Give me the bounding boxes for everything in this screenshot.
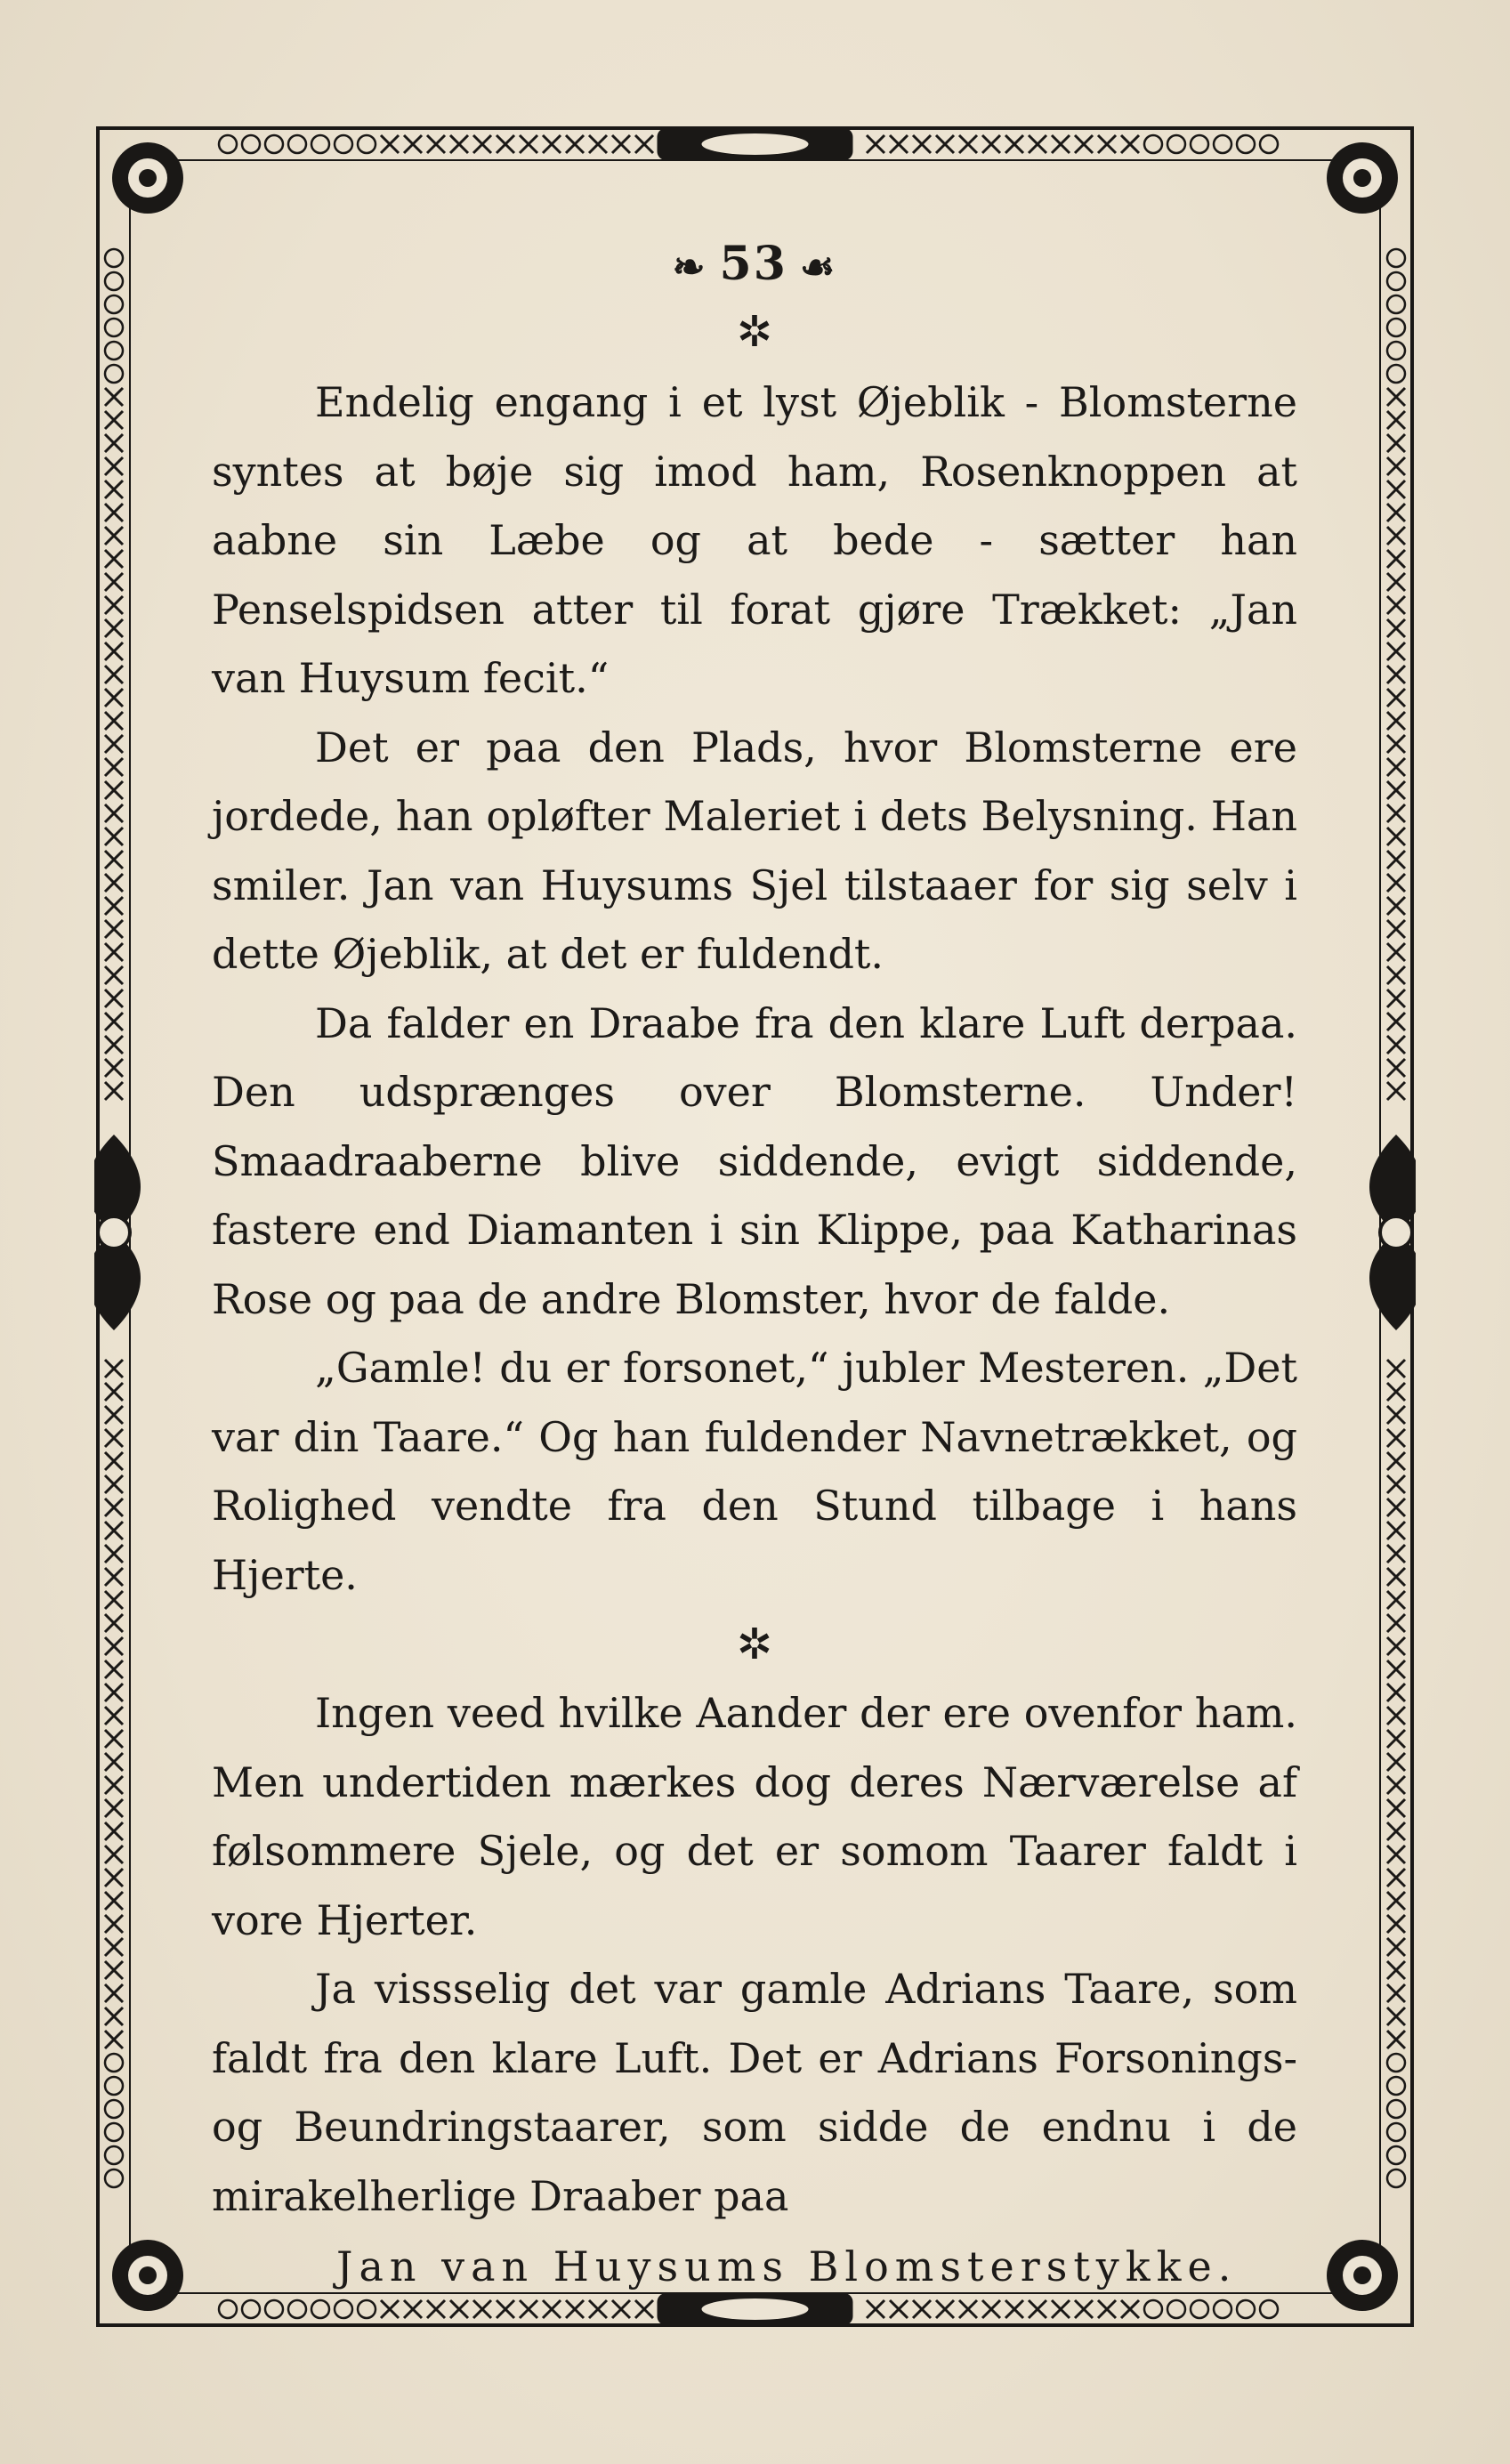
border-right-x <box>1387 1013 1405 1030</box>
border-right-loop <box>1387 295 1405 313</box>
border-top-loop <box>358 135 375 153</box>
border-bottom-x <box>473 2300 491 2318</box>
border-bottom-x <box>1075 2300 1093 2318</box>
border-left-x <box>105 573 123 591</box>
border-left-x <box>105 1475 123 1493</box>
border-right-x <box>1387 689 1405 707</box>
border-left-x <box>105 504 123 521</box>
border-right-x <box>1387 828 1405 845</box>
border-left-loop <box>105 365 123 383</box>
border-left-loop <box>105 272 123 290</box>
border-left-x <box>105 1869 123 1886</box>
border-left-x <box>105 990 123 1007</box>
border-top-loop <box>1260 135 1278 153</box>
border-top-x <box>520 135 537 153</box>
border-left-x <box>105 1545 123 1563</box>
border-left-x <box>105 1799 123 1817</box>
border-right-loop <box>1387 319 1405 336</box>
border-left-x <box>105 1776 123 1794</box>
border-bottom-x <box>381 2300 399 2318</box>
border-left-x <box>105 619 123 637</box>
border-right-x <box>1387 1753 1405 1771</box>
border-bottom-x <box>890 2300 908 2318</box>
paragraph-5: Ingen veed hvilke Aander der ere ovenfor ham. Men undertiden mærkes dog deres Nærværelse af følsommere Sjele, og det er somom Taarer faldt i vore Hjerter. <box>212 1689 1297 1944</box>
border-left-x <box>105 642 123 660</box>
border-right-x <box>1387 573 1405 591</box>
border-top-loop <box>265 135 283 153</box>
border-top-loop <box>1167 135 1185 153</box>
border-top-loop <box>219 135 237 153</box>
section-separator-top: ✲ <box>736 307 773 357</box>
border-right-loop <box>1387 2169 1405 2187</box>
border-top-x <box>913 135 931 153</box>
border-left-x <box>105 804 123 822</box>
border-right-x <box>1387 804 1405 822</box>
border-top-x <box>936 135 954 153</box>
border-right-x <box>1387 1522 1405 1539</box>
border-right-x <box>1387 457 1405 475</box>
border-right-x <box>1387 1822 1405 1840</box>
border-right-x <box>1387 990 1405 1007</box>
border-right-x <box>1387 550 1405 568</box>
border-left-x <box>105 781 123 799</box>
border-right-loop <box>1387 249 1405 267</box>
border-bottom-x <box>404 2300 422 2318</box>
border-left-x <box>105 2008 123 2025</box>
border-bottom-loop <box>1191 2300 1208 2318</box>
border-corner-bottom-right-dot <box>1353 2266 1371 2284</box>
border-top-x <box>1005 135 1023 153</box>
border-bottom-loop <box>311 2300 329 2318</box>
border-bottom-x <box>1098 2300 1116 2318</box>
border-bottom-loop <box>242 2300 260 2318</box>
border-right-x <box>1387 1475 1405 1493</box>
border-right-x <box>1387 1545 1405 1563</box>
border-top-x <box>543 135 561 153</box>
border-left-x <box>105 1637 123 1655</box>
border-bottom-x <box>635 2300 653 2318</box>
border-bottom-x <box>1005 2300 1023 2318</box>
border-bottom-x <box>427 2300 445 2318</box>
border-right-x <box>1387 1961 1405 1979</box>
border-top-x <box>566 135 584 153</box>
border-right-x <box>1387 1568 1405 1586</box>
border-top-loop <box>335 135 352 153</box>
page-content <box>212 233 1297 2302</box>
border-top-x <box>1098 135 1116 153</box>
border-left-x <box>105 1892 123 1910</box>
border-left-x <box>105 966 123 984</box>
border-right-x <box>1387 735 1405 753</box>
border-left-x <box>105 1614 123 1632</box>
paragraph-3: Da falder en Draabe fra den klare Luft derpaa. Den udsprænges over Blomsterne. Under! Smaadraaberne blive siddende, evigt siddende, fastere end Diamanten i sin Klippe, paa Katharinas Rose og paa de andre Blomster, hvor de falde. <box>212 998 1297 1323</box>
border-left-fleuron-center <box>98 1216 130 1248</box>
border-left-x <box>105 1660 123 1678</box>
border-right-x <box>1387 1059 1405 1077</box>
border-top-x <box>982 135 1000 153</box>
border-top-loop <box>1237 135 1255 153</box>
border-bottom-x <box>450 2300 468 2318</box>
border-left-x <box>105 1591 123 1609</box>
border-left-x <box>105 1822 123 1840</box>
border-left-x <box>105 550 123 568</box>
border-left-loop <box>105 2146 123 2164</box>
border-right-loop <box>1387 2146 1405 2164</box>
border-left-x <box>105 1984 123 2002</box>
border-left-x <box>105 388 123 406</box>
border-top-x <box>1029 135 1046 153</box>
border-left-loop <box>105 2169 123 2187</box>
border-top-x <box>1121 135 1139 153</box>
border-right-loop <box>1387 2054 1405 2072</box>
border-right-x <box>1387 434 1405 452</box>
border-top-x <box>381 135 399 153</box>
border-right-x <box>1387 2008 1405 2025</box>
border-top-loop <box>288 135 306 153</box>
paragraph-2: Det er paa den Plads, hvor Blomsterne ere jordede, han opløfter Maleriet i dets Belysning. Han smiler. Jan van Huysums Sjel tilstaaer for sig selv i dette Øjeblik, at det er fuldendt. <box>212 723 1297 978</box>
border-right-x <box>1387 1660 1405 1678</box>
page-number-value: 53 <box>719 237 787 291</box>
border-left-loop <box>105 2077 123 2095</box>
border-right-x <box>1387 758 1405 776</box>
border-right-x <box>1387 642 1405 660</box>
border-left-x <box>105 1499 123 1516</box>
border-bottom-x <box>1029 2300 1046 2318</box>
border-bottom-x <box>543 2300 561 2318</box>
border-left-loop <box>105 2054 123 2072</box>
border-right-x <box>1387 943 1405 961</box>
border-right-x <box>1387 1036 1405 1054</box>
border-right-x <box>1387 666 1405 683</box>
border-bottom-loop <box>1260 2300 1278 2318</box>
border-bottom-x <box>1052 2300 1070 2318</box>
border-top-medallion-inner <box>702 133 809 155</box>
border-right-x <box>1387 481 1405 498</box>
border-bottom-loop <box>1214 2300 1231 2318</box>
page-number-left-ornament: ❧ <box>672 244 707 290</box>
border-bottom-x <box>959 2300 977 2318</box>
border-right-x <box>1387 712 1405 730</box>
border-top-x <box>473 135 491 153</box>
border-right-fleuron-center <box>1380 1216 1412 1248</box>
border-top-loop <box>1191 135 1208 153</box>
border-corner-top-left-dot <box>139 169 157 187</box>
border-top-x <box>890 135 908 153</box>
border-left-x <box>105 1961 123 1979</box>
border-left-loop <box>105 2100 123 2118</box>
border-right-x <box>1387 1684 1405 1701</box>
border-left-x <box>105 2031 123 2048</box>
border-bottom-loop <box>265 2300 283 2318</box>
border-bottom-x <box>913 2300 931 2318</box>
border-left-x <box>105 1915 123 1933</box>
border-left-x <box>105 1059 123 1077</box>
border-top-x <box>635 135 653 153</box>
border-left-x <box>105 920 123 938</box>
border-bottom-x <box>497 2300 514 2318</box>
border-bottom-loop <box>288 2300 306 2318</box>
border-right-loop <box>1387 2123 1405 2141</box>
border-right-x <box>1387 504 1405 521</box>
border-top-x <box>427 135 445 153</box>
border-left-loop <box>105 295 123 313</box>
border-left-x <box>105 596 123 614</box>
border-bottom-loop <box>335 2300 352 2318</box>
border-right-x <box>1387 1360 1405 1377</box>
border-top-x <box>1052 135 1070 153</box>
border-right-x <box>1387 1846 1405 1863</box>
border-left-x <box>105 735 123 753</box>
border-right-x <box>1387 1452 1405 1470</box>
border-bottom-x <box>566 2300 584 2318</box>
border-right-x <box>1387 388 1405 406</box>
border-left-x <box>105 1013 123 1030</box>
border-right-loop <box>1387 365 1405 383</box>
border-left-x <box>105 411 123 429</box>
border-right-x <box>1387 1892 1405 1910</box>
border-left-x <box>105 1406 123 1424</box>
border-top-x <box>959 135 977 153</box>
border-left-x <box>105 1452 123 1470</box>
border-right-x <box>1387 527 1405 545</box>
border-right-x <box>1387 966 1405 984</box>
border-left-x <box>105 1383 123 1401</box>
border-right-x <box>1387 1915 1405 1933</box>
border-left-x <box>105 712 123 730</box>
border-right-x <box>1387 1938 1405 1956</box>
border-left-x <box>105 527 123 545</box>
border-top-x <box>450 135 468 153</box>
border-top-x <box>1075 135 1093 153</box>
border-left-loop <box>105 2123 123 2141</box>
border-left-x <box>105 689 123 707</box>
border-right-loop <box>1387 2100 1405 2118</box>
border-left-x <box>105 758 123 776</box>
border-left-x <box>105 1082 123 1100</box>
border-left-x <box>105 943 123 961</box>
border-right-x <box>1387 1082 1405 1100</box>
border-left-x <box>105 457 123 475</box>
border-right-x <box>1387 781 1405 799</box>
border-right-x <box>1387 1869 1405 1886</box>
border-left-x <box>105 828 123 845</box>
border-right-x <box>1387 1730 1405 1748</box>
border-corner-top-right-dot <box>1353 169 1371 187</box>
border-right-x <box>1387 874 1405 892</box>
border-left-x <box>105 666 123 683</box>
border-right-x <box>1387 1614 1405 1632</box>
border-left-x <box>105 481 123 498</box>
border-right-x <box>1387 1637 1405 1655</box>
border-left-x <box>105 1707 123 1725</box>
border-left-x <box>105 1360 123 1377</box>
border-left-x <box>105 1753 123 1771</box>
border-right-x <box>1387 1429 1405 1447</box>
border-right-loop <box>1387 272 1405 290</box>
border-left-x <box>105 1938 123 1956</box>
border-right-x <box>1387 1406 1405 1424</box>
closing-title: Jan van Huysums Blomsterstykke. <box>336 2242 1238 2290</box>
border-top-x <box>404 135 422 153</box>
border-bottom-x <box>520 2300 537 2318</box>
border-top-loop <box>242 135 260 153</box>
border-bottom-x <box>982 2300 1000 2318</box>
border-right-x <box>1387 619 1405 637</box>
border-left-x <box>105 434 123 452</box>
page-number <box>212 233 1297 295</box>
border-left-x <box>105 897 123 915</box>
border-bottom-x <box>936 2300 954 2318</box>
border-left-x <box>105 1036 123 1054</box>
border-left-loop <box>105 342 123 360</box>
border-right-loop <box>1387 2077 1405 2095</box>
paragraph-1: Endelig engang i et lyst Øjeblik - Blomsterne syntes at bøje sig imod ham, Rosenknoppen at aabne sin Læbe og at bede - sætter han Penselspidsen atter til forat gjøre Trækket: „Jan van Huysum fecit.“ <box>212 378 1297 702</box>
border-right-x <box>1387 920 1405 938</box>
border-right-x <box>1387 1499 1405 1516</box>
border-top-loop <box>1214 135 1231 153</box>
border-left-x <box>105 1684 123 1701</box>
border-bottom-x <box>612 2300 630 2318</box>
border-right-x <box>1387 1776 1405 1794</box>
border-left-x <box>105 874 123 892</box>
border-left-x <box>105 851 123 868</box>
border-left-x <box>105 1846 123 1863</box>
border-left-x <box>105 1730 123 1748</box>
border-top-loop <box>311 135 329 153</box>
border-bottom-loop <box>1237 2300 1255 2318</box>
border-right-x <box>1387 851 1405 868</box>
border-left-x <box>105 1568 123 1586</box>
border-right-x <box>1387 897 1405 915</box>
border-right-x <box>1387 1383 1405 1401</box>
border-left-x <box>105 1429 123 1447</box>
border-bottom-x <box>1121 2300 1139 2318</box>
border-corner-bottom-left-dot <box>139 2266 157 2284</box>
border-right-x <box>1387 1707 1405 1725</box>
border-left-loop <box>105 319 123 336</box>
border-left-loop <box>105 249 123 267</box>
border-right-loop <box>1387 342 1405 360</box>
border-left-x <box>105 1522 123 1539</box>
border-top-loop <box>1144 135 1162 153</box>
border-right-x <box>1387 411 1405 429</box>
page-number-right-ornament: ☙ <box>799 244 837 290</box>
border-bottom-loop <box>219 2300 237 2318</box>
border-top-x <box>497 135 514 153</box>
border-right-x <box>1387 1591 1405 1609</box>
paragraph-6: Ja vissselig det var gamle Adrians Taare, som faldt fra den klare Luft. Det er Adrians Forsonings- og Beundringstaarer, som sidde de endnu i de mirakelherlige Draaber paa <box>212 1965 1297 2220</box>
border-bottom-loop <box>1167 2300 1185 2318</box>
border-bottom-x <box>589 2300 607 2318</box>
border-bottom-x <box>867 2300 884 2318</box>
border-right-x <box>1387 1984 1405 2002</box>
paragraph-4: „Gamle! du er forsonet,“ jubler Mesteren. „Det var din Taare.“ Og han fuldender Navnetrækket, og Rolighed vendte fra den Stund tilbage i hans Hjerte. <box>212 1344 1297 1599</box>
border-top-x <box>589 135 607 153</box>
border-bottom-loop <box>358 2300 375 2318</box>
border-top-x <box>612 135 630 153</box>
border-bottom-loop <box>1144 2300 1162 2318</box>
border-right-x <box>1387 2031 1405 2048</box>
section-separator-middle: ✲ <box>736 1620 773 1669</box>
border-right-x <box>1387 596 1405 614</box>
border-top-x <box>867 135 884 153</box>
border-right-x <box>1387 1799 1405 1817</box>
